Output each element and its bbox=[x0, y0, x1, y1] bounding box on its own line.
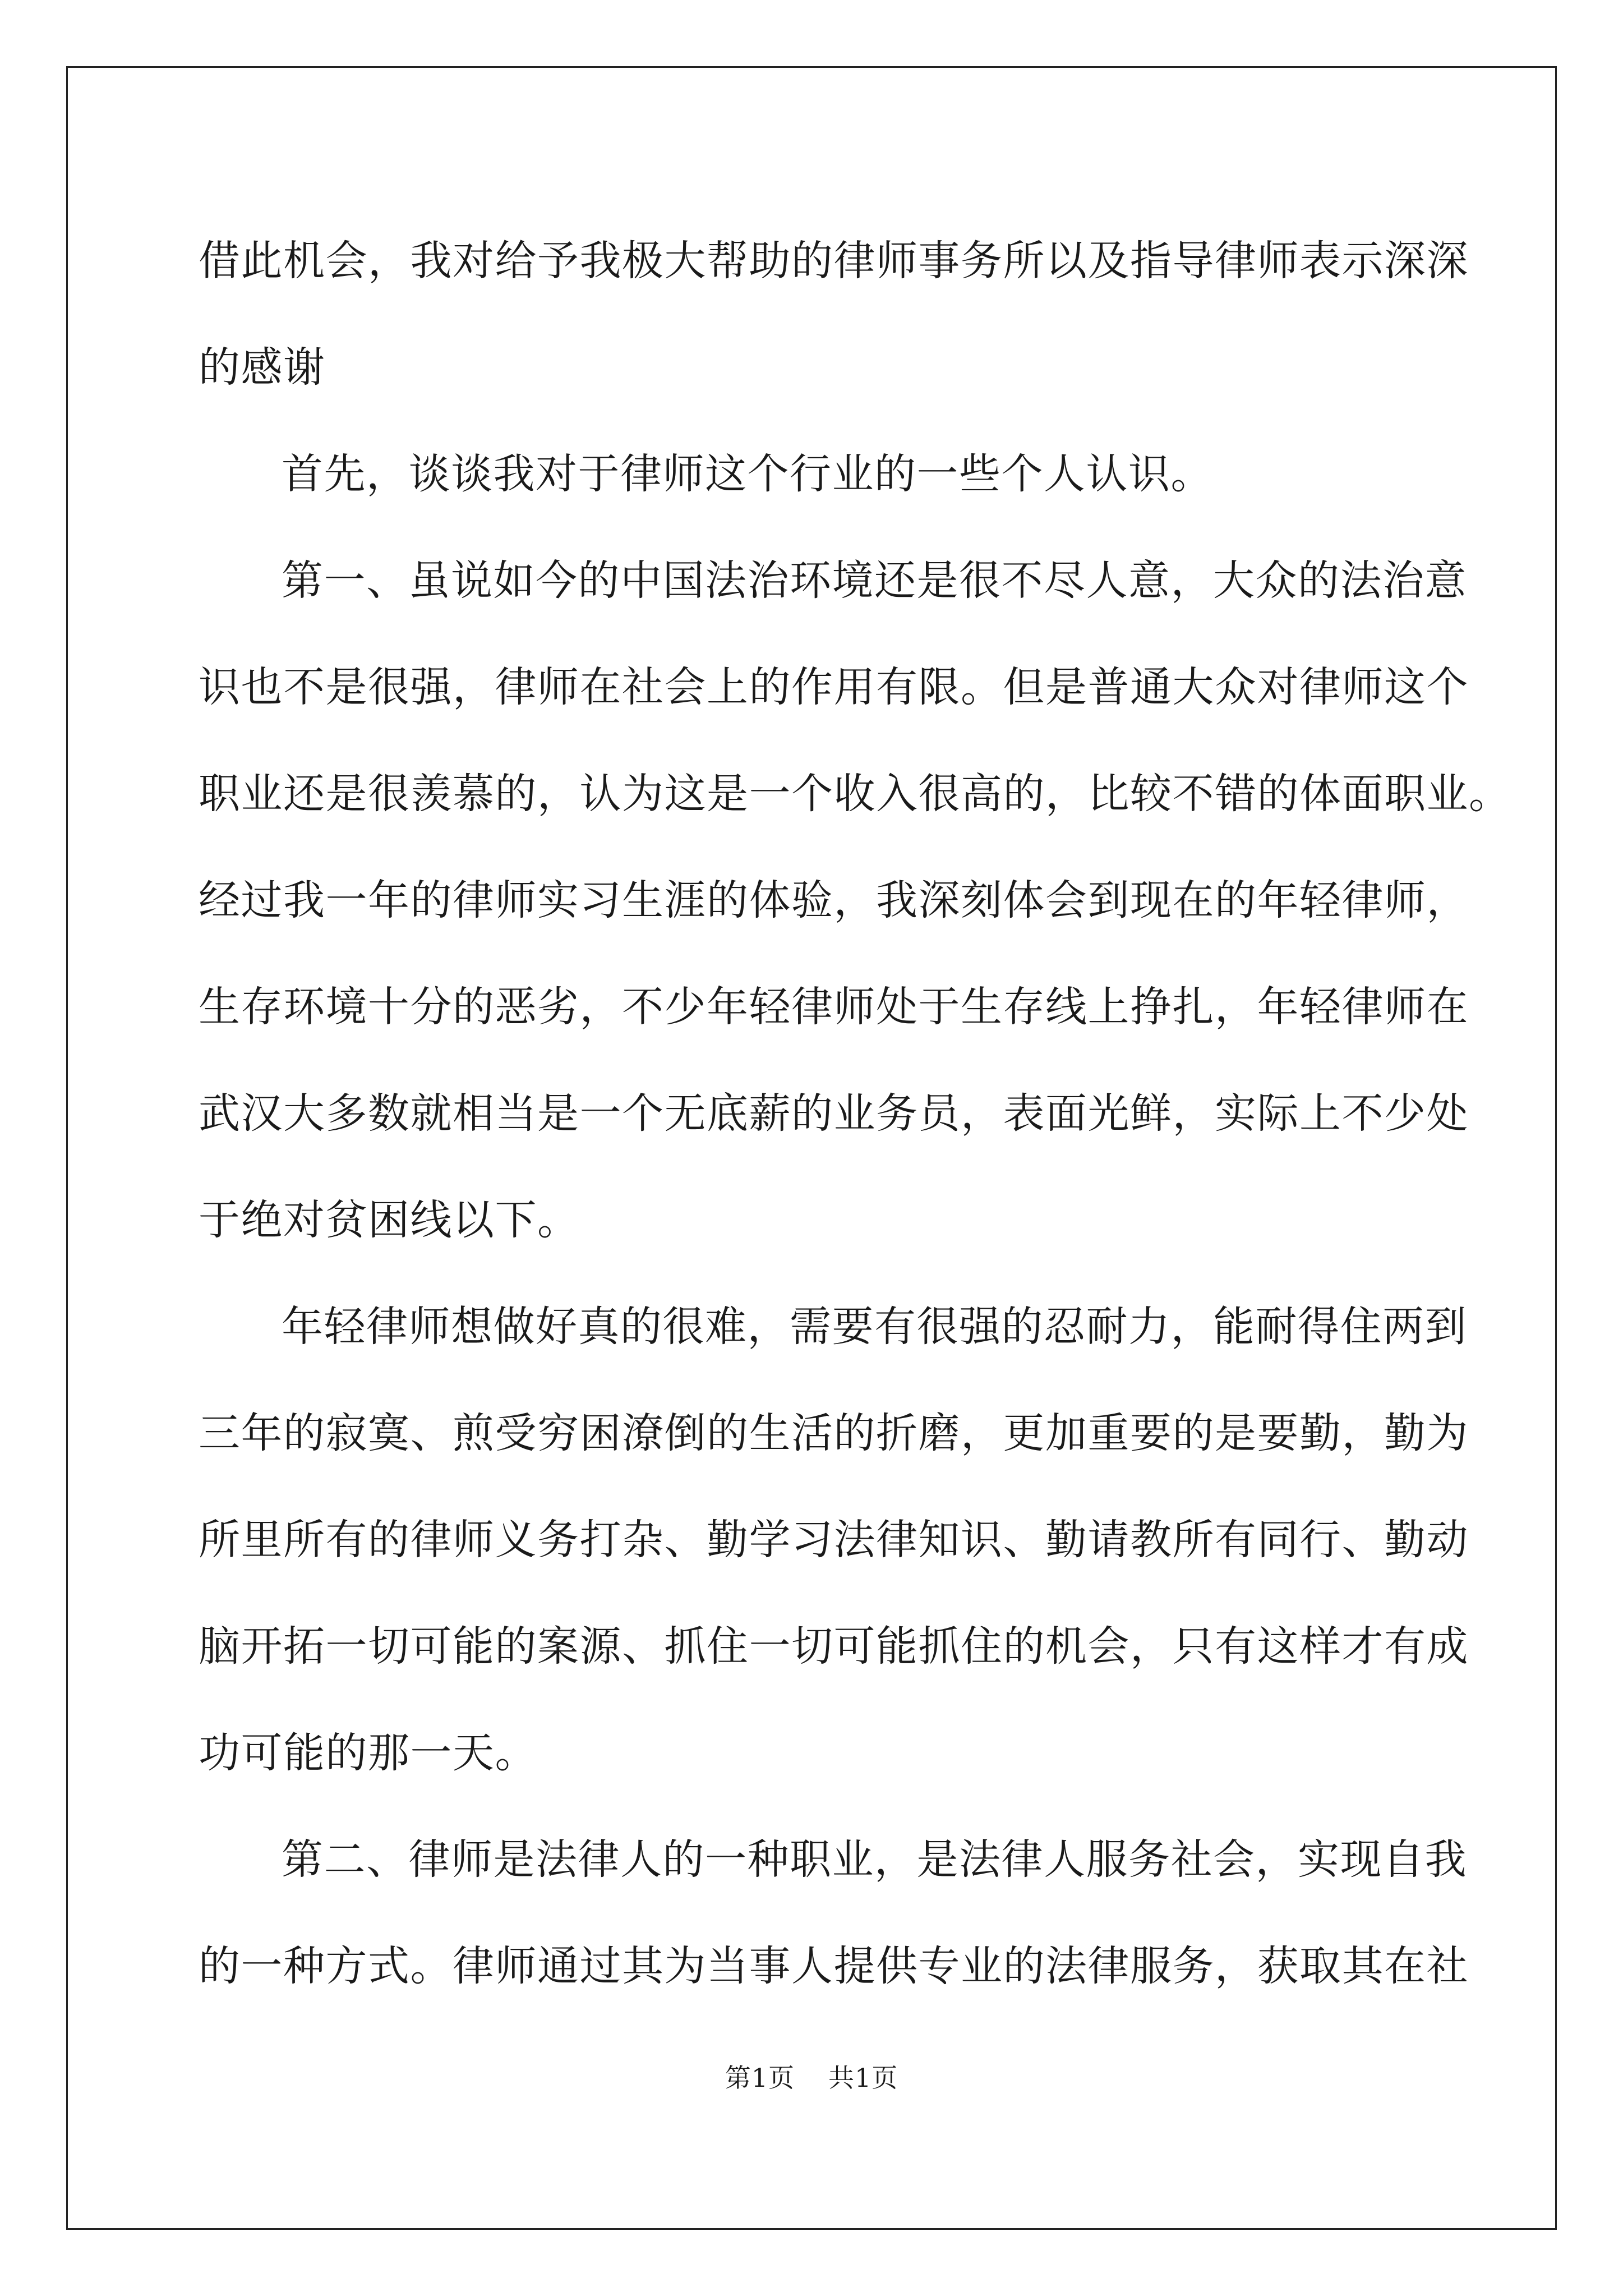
text-line: 武汉大多数就相当是一个无底薪的业务员，表面光鲜，实际上不少处 bbox=[199, 1089, 1469, 1138]
text-line: 生存环境十分的恶劣，不少年轻律师处于生存线上挣扎，年轻律师在 bbox=[199, 983, 1469, 1031]
text-line: 经过我一年的律师实习生涯的体验，我深刻体会到现在的年轻律师， bbox=[199, 876, 1469, 924]
text-line: 的一种方式。律师通过其为当事人提供专业的法律服务，获取其在社 bbox=[199, 1942, 1469, 1990]
page-total: 共1页 bbox=[828, 2063, 898, 2093]
text-line: 所里所有的律师义务打杂、勤学习法律知识、勤请教所有同行、勤动 bbox=[199, 1516, 1469, 1564]
page-number: 第1页 bbox=[725, 2063, 795, 2093]
paragraph-start-line: 首先，谈谈我对于律师这个行业的一些个人认识。 bbox=[282, 450, 1213, 498]
text-line: 借此机会，我对给予我极大帮助的律师事务所以及指导律师表示深深 bbox=[199, 237, 1469, 285]
text-line: 识也不是很强，律师在社会上的作用有限。但是普通大众对律师这个 bbox=[199, 663, 1469, 711]
text-line: 的感谢 bbox=[199, 343, 326, 392]
text-line: 于绝对贫困线以下。 bbox=[199, 1196, 580, 1244]
text-line: 职业还是很羡慕的，认为这是一个收入很高的，比较不错的体面职业。 bbox=[199, 770, 1511, 818]
text-line: 三年的寂寞、煎受穷困潦倒的生活的折磨，更加重要的是要勤，勤为 bbox=[199, 1409, 1469, 1457]
page-footer bbox=[0, 2058, 1623, 2095]
paragraph-start-line: 年轻律师想做好真的很难，需要有很强的忍耐力，能耐得住两到 bbox=[282, 1303, 1467, 1351]
text-line: 脑开拓一切可能的案源、抓住一切可能抓住的机会，只有这样才有成 bbox=[199, 1622, 1469, 1671]
text-line: 功可能的那一天。 bbox=[199, 1729, 537, 1777]
paragraph-start-line: 第二、律师是法律人的一种职业，是法律人服务社会，实现自我 bbox=[282, 1835, 1467, 1884]
paragraph-start-line: 第一、虽说如今的中国法治环境还是很不尽人意，大众的法治意 bbox=[282, 556, 1467, 605]
document-body bbox=[199, 208, 1511, 2019]
